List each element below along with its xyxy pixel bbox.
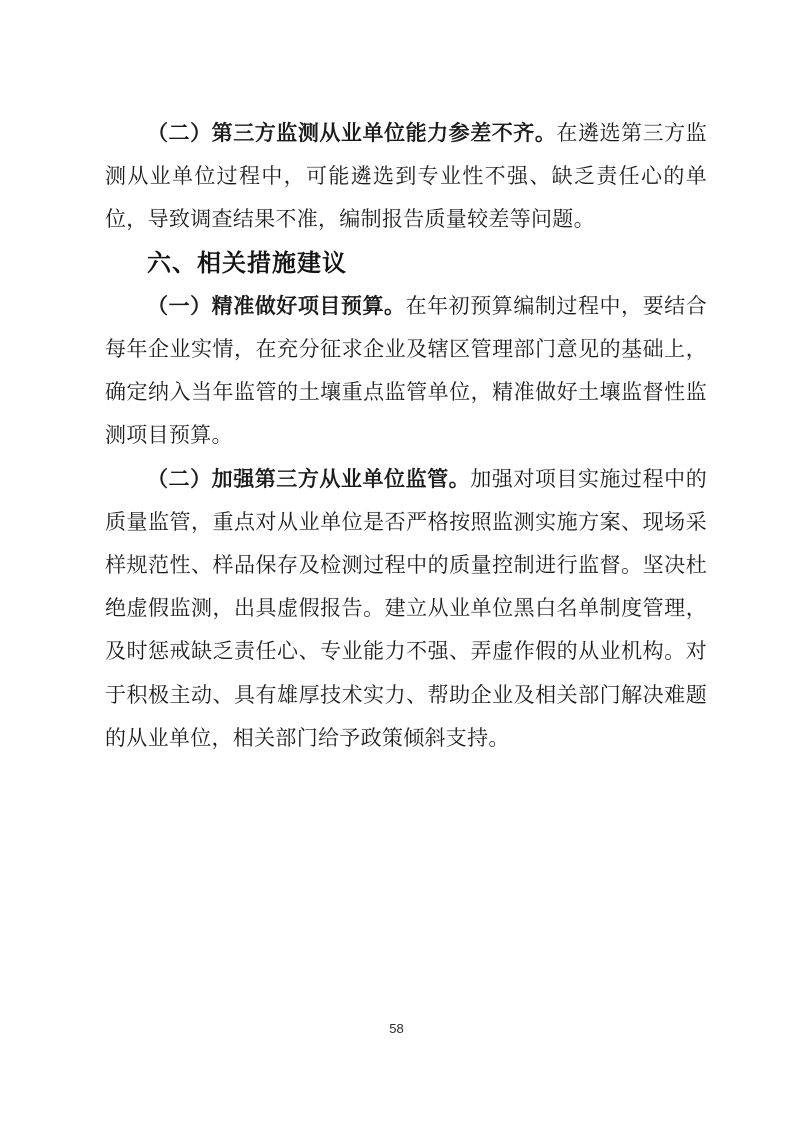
document-body [105, 112, 707, 760]
page-number: 58 [389, 1021, 404, 1036]
section-heading: 六、相关措施建议 [147, 249, 347, 277]
page-footer [0, 1020, 793, 1038]
paragraph-text: 在年初预算编制过程中，要结合每年企业实情，在充分征求企业及辖区管理部门意见的基础上，确定纳入当年监管的土壤重点监管单位，精准做好土壤监督性监测项目预算。 [105, 293, 707, 448]
paragraph-measure-2 [105, 458, 707, 760]
paragraph-lead: （一）精准做好项目预算。 [147, 293, 406, 318]
paragraph-lead: （二）加强第三方从业单位监管。 [147, 466, 471, 491]
paragraph-text: 加强对项目实施过程中的质量监管，重点对从业单位是否严格按照监测实施方案、现场采样规范性、样品保存及检测过程中的质量控制进行监督。坚决杜绝虚假监测，出具虚假报告。建立从业单位黑白名单制度管理，及时惩戒缺乏责任心、专业能力不强、弄虚作假的从业机构。对于积极主动、具有雄厚技术实力、帮助企业及相关部门解决难题的从业单位，相关部门给予政策倾斜支持。 [105, 466, 707, 750]
paragraph-lead: （二）第三方监测从业单位能力参差不齐。 [147, 121, 557, 145]
paragraph-issue-2 [105, 112, 707, 242]
paragraph-measure-1 [105, 285, 707, 458]
paragraph-text: 在遴选第三方监测从业单位过程中，可能遴选到专业性不强、缺乏责任心的单位，导致调查结果不准，编制报告质量较差等问题。 [105, 121, 707, 232]
